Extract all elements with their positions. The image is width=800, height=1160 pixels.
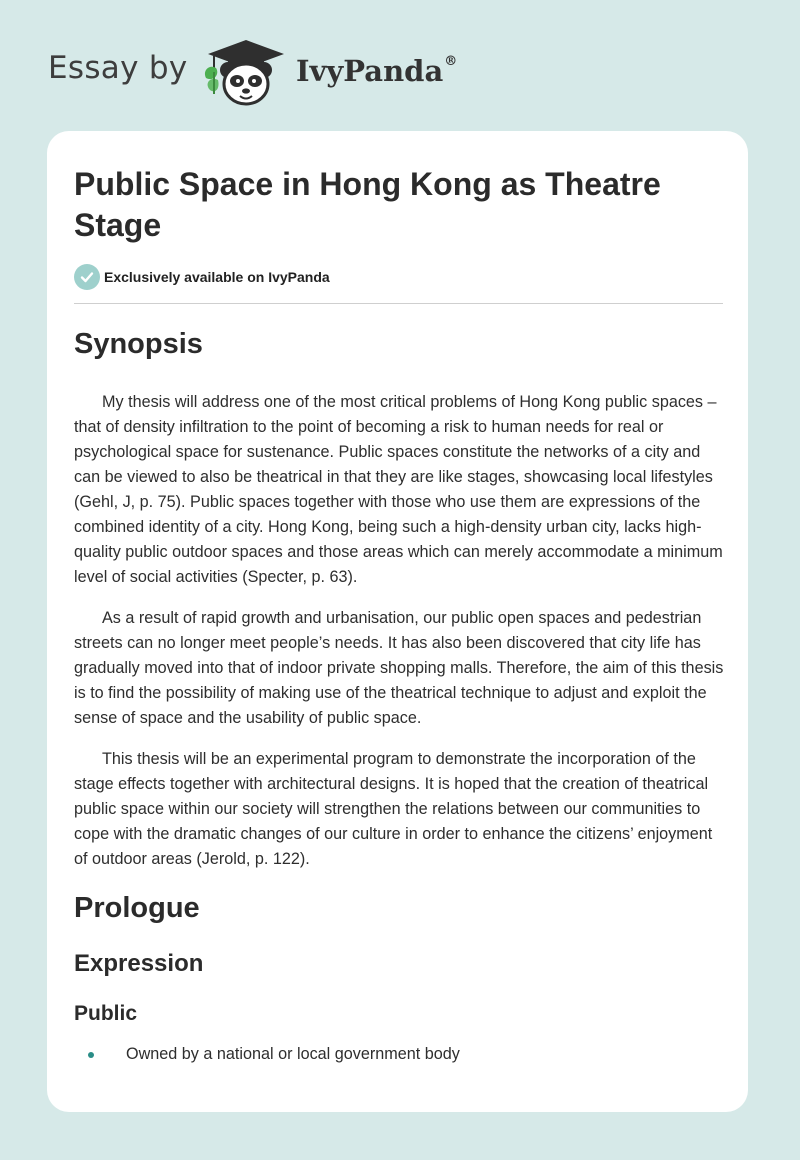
brand-name[interactable]: IvyPanda® bbox=[296, 54, 458, 88]
divider bbox=[74, 303, 723, 304]
synopsis-heading: Synopsis bbox=[74, 328, 203, 360]
list-item: Owned by a national or local government body bbox=[74, 1042, 724, 1067]
article-body bbox=[74, 324, 724, 1067]
prologue-heading: Prologue bbox=[74, 892, 200, 924]
synopsis-paragraph-1: My thesis will address one of the most critical problems of Hong Kong public spaces – that of density infiltration to the point of becoming a risk to human needs for real or psychological space for sustenance. Public spaces constitute the networks of a city and can be viewed to also be theatrical in that they are like stages, showcasing local lifestyles (Gehl, J, p. 75). Public spaces together with those who use them are expressions of the combined identity of a city. Hong Kong, being such a high-density urban city, lacks high-quality public outdoor spaces and those areas which can merely accommodate a minimum level of social activities (Specter, p. 63). bbox=[74, 393, 723, 586]
panda-graduation-cap-icon[interactable] bbox=[200, 34, 292, 110]
public-list bbox=[74, 1042, 724, 1067]
essay-by-label: Essay by bbox=[48, 50, 188, 86]
page-title: Public Space in Hong Kong as Theatre Stage bbox=[74, 166, 661, 243]
check-circle-icon bbox=[74, 264, 100, 290]
expression-heading: Expression bbox=[74, 950, 204, 977]
public-heading: Public bbox=[74, 1002, 138, 1025]
bullet-dot bbox=[88, 1052, 94, 1058]
synopsis-paragraph-2: As a result of rapid growth and urbanisation, our public open spaces and pedestrian streets can no longer meet people’s needs. It has also been discovered that city life has gradually moved into that of indoor private shopping malls. Therefore, the aim of this thesis is to find the possibility of making use of the theatrical technique to adjust and exploit the sense of space and the usability of public space. bbox=[74, 609, 724, 727]
exclusive-badge bbox=[74, 263, 330, 291]
synopsis-paragraph-3: This thesis will be an experimental program to demonstrate the incorporation of the stage effects together with architectural designs. It is hoped that the creation of theatrical public space within our society will strengthen the relations between our communities to cope with the dramatic changes of our culture in order to enhance the citizens’ enjoyment of outdoor areas (Jerold, p. 122). bbox=[74, 750, 713, 868]
article-card bbox=[47, 131, 748, 1112]
registered-mark: ® bbox=[444, 54, 458, 69]
site-header bbox=[0, 0, 800, 130]
exclusive-label: Exclusively available on IvyPanda bbox=[104, 269, 330, 285]
